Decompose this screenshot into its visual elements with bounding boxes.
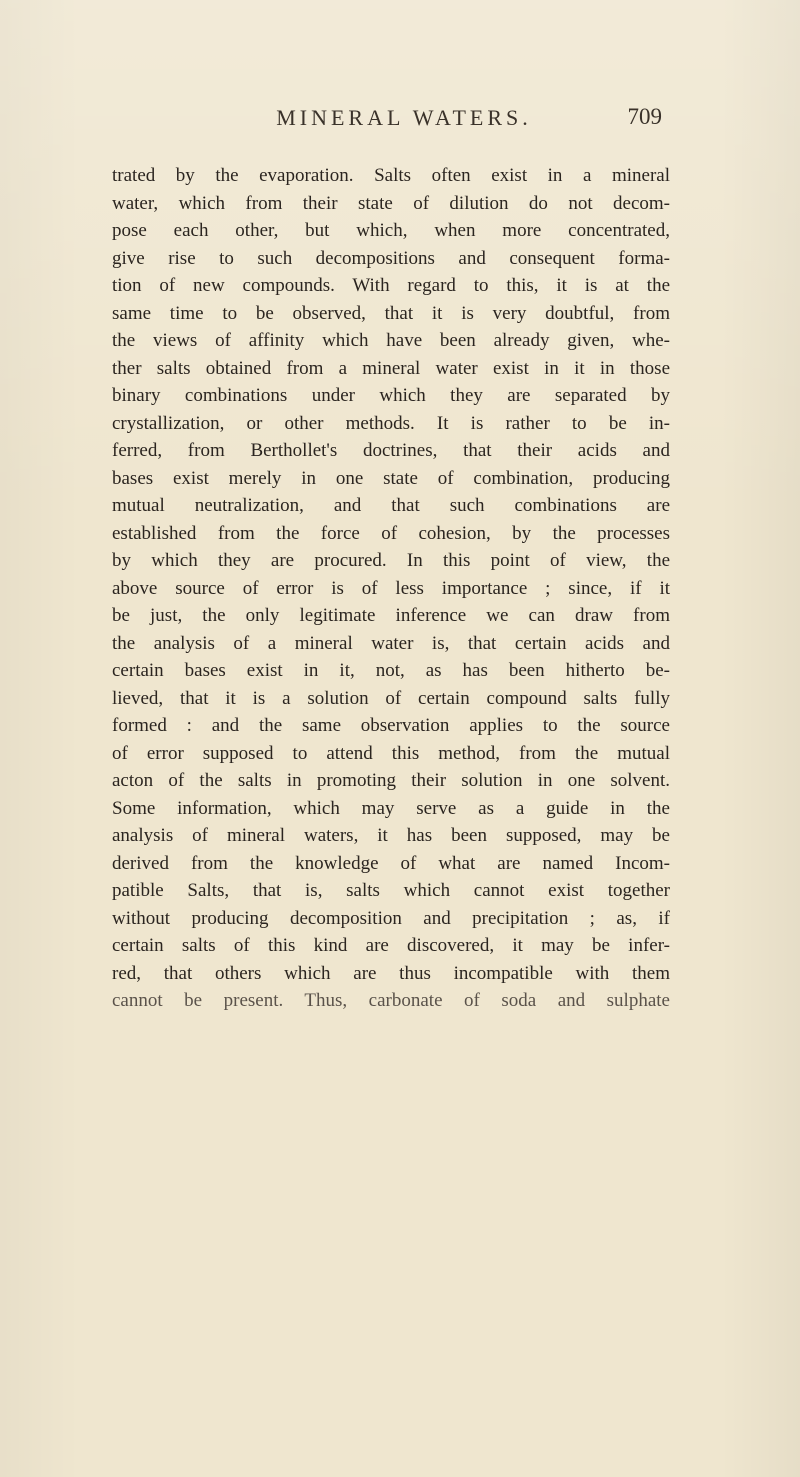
text-line: established from the force of cohesion, by the processes <box>112 522 670 544</box>
text-line: red, that others which are thus incompatible with them <box>112 962 670 984</box>
text-line: lieved, that it is a solution of certain compound salts fully <box>112 687 670 709</box>
text-line: bases exist merely in one state of combination, producing <box>112 467 670 489</box>
body-text <box>112 162 670 1015</box>
text-line: derived from the knowledge of what are named Incom- <box>112 852 670 874</box>
text-line: ther salts obtained from a mineral water exist in it in those <box>112 357 670 379</box>
text-line: be just, the only legitimate inference we can draw from <box>112 605 670 626</box>
text-line: crystallization, or other methods. It is rather to be in- <box>112 412 670 434</box>
text-line: binary combinations under which they are separated by <box>112 385 670 406</box>
text-line: acton of the salts in promoting their solution in one solvent. <box>112 770 670 791</box>
text-line: formed : and the same observation applies to the source <box>112 715 670 736</box>
text-line: trated by the evaporation. Salts often exist in a mineral <box>112 165 670 186</box>
page-number: 709 <box>627 104 662 129</box>
page-header <box>0 105 800 145</box>
text-line: of error supposed to attend this method, from the mutual <box>112 742 670 764</box>
text-line: certain bases exist in it, not, as has been hitherto be- <box>112 660 670 681</box>
text-line: water, which from their state of dilution do not decom- <box>112 192 670 214</box>
text-line: above source of error is of less importance ; since, if it <box>112 577 670 599</box>
text-line: certain salts of this kind are discovered, it may be infer- <box>112 935 670 956</box>
text-line: the analysis of a mineral water is, that certain acids and <box>112 632 670 654</box>
text-line: patible Salts, that is, salts which cannot exist together <box>112 880 670 901</box>
text-line: Some information, which may serve as a guide in the <box>112 797 670 819</box>
text-line: analysis of mineral waters, it has been supposed, may be <box>112 825 670 846</box>
text-line: same time to be observed, that it is very doubtful, from <box>112 302 670 324</box>
text-line: give rise to such decompositions and consequent forma- <box>112 247 670 269</box>
text-line: ferred, from Berthollet's doctrines, that their acids and <box>112 440 670 461</box>
text-line: mutual neutralization, and that such combinations are <box>112 495 670 516</box>
text-line: by which they are procured. In this point of view, the <box>112 550 670 571</box>
running-head: MINERAL WATERS. <box>276 105 532 130</box>
text-line: cannot be present. Thus, carbonate of soda and sulphate <box>112 990 670 1011</box>
text-line: pose each other, but which, when more concentrated, <box>112 220 670 241</box>
text-line: without producing decomposition and precipitation ; as, if <box>112 907 670 929</box>
text-line: tion of new compounds. With regard to this, it is at the <box>112 275 670 296</box>
text-line: the views of affinity which have been already given, whe- <box>112 330 670 351</box>
